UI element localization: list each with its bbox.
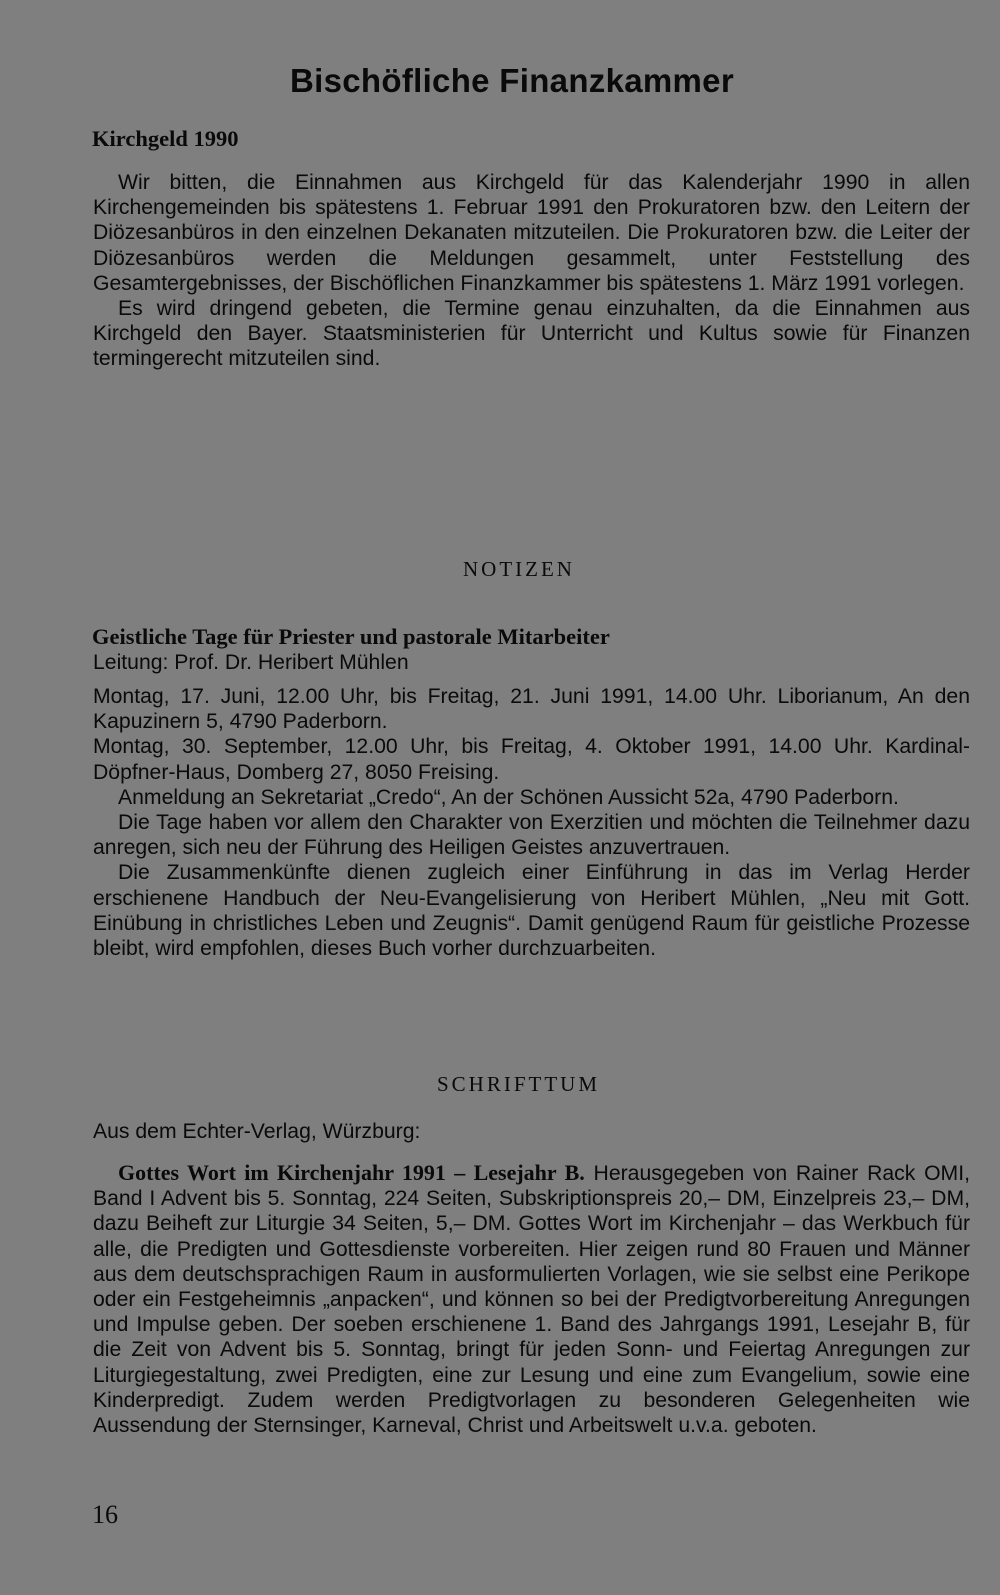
kirchgeld-body bbox=[93, 170, 970, 372]
notizen-section-title: NOTIZEN bbox=[463, 557, 575, 581]
book-description bbox=[93, 1160, 970, 1438]
notizen-body bbox=[93, 684, 970, 961]
kirchgeld-paragraph: Wir bitten, die Einnahmen aus Kirchgeld für das Kalenderjahr 1990 in allen Kirchengemeinden bis spätestens 1. Februar 1991 den Prokuratoren bzw. den Leitern der Diözesanbüros in den einzelnen Dekanaten mitzuteilen. Die Prokuratoren bzw. die Leiter der Diözesanbüros werden die Meldungen gesammelt, unter Feststellung des Gesamtergebnisses, der Bischöflichen Finanzkammer bis spätestens 1. März 1991 vorlegen. bbox=[93, 171, 970, 295]
notizen-paragraph: Die Zusammenkünfte dienen zugleich einer Einführung in das im Verlag Herder erschienene Handbuch der Neu-Evangelisierung von Heribert Mühlen, „Neu mit Gott. Einübung in christliches Leben und Zeugnis“. Damit genügend Raum für geistliche Prozesse bleibt, wird empfohlen, dieses Buch vorher durchzuarbeiten. bbox=[93, 861, 970, 961]
schrifttum-section-title: SCHRIFTTUM bbox=[437, 1072, 601, 1096]
book-text: Herausgegeben von Rainer Rack OMI, Band I Advent bis 5. Sonntag, 224 Seiten, Subskriptionspreis 20,– DM, Einzelpreis 23,– DM, dazu Beiheft zur Liturgie 34 Seiten, 5,– DM. Gottes Wort im Kirchenjahr – das Werkbuch für alle, die Predigten und Gottesdienste vorbereiten. Hier zeigen rund 80 Frauen und Männer aus dem deutschsprachigen Raum in ausformulierten Vorlagen, wie sie selbst eine Perikope oder ein Festgeheimnis „anpacken“, und können so bei der Predigtvorbereitung Anregungen und Impulse geben. Der soeben erschienene 1. Band des Jahrgangs 1991, Lesejahr B, für die Zeit von Advent bis 5. Sonntag, bringt für jeden Sonn- und Feiertag Anregungen zur Liturgiegestaltung, zwei Predigten, eine zur Lesung und eine zum Evangelium, sowie eine Kinderpredigt. Zudem werden Predigtvorlagen zu besonderen Gelegenheiten wie Aussendung der Sternsinger, Karneval, Christ und Arbeitswelt u.v.a. geboten. bbox=[93, 1162, 970, 1438]
schrifttum-body bbox=[93, 1160, 970, 1438]
notizen-paragraph: Anmeldung an Sekretariat „Credo“, An der Schönen Aussicht 52a, 4790 Paderborn. bbox=[118, 785, 899, 809]
notizen-paragraph: Montag, 17. Juni, 12.00 Uhr, bis Freitag, 21. Juni 1991, 14.00 Uhr. Liborianum, An den Kapuzinern 5, 4790 Paderborn. bbox=[93, 685, 970, 734]
kirchgeld-paragraph: Es wird dringend gebeten, die Termine genau einzuhalten, da die Einnahmen aus Kirchgeld den Bayer. Staatsministerien für Unterricht und Kultus sowie für Finanzen termingerecht mitzuteilen sind. bbox=[93, 297, 970, 371]
publisher-line: Aus dem Echter-Verlag, Würzburg: bbox=[93, 1120, 421, 1143]
page-number: 16 bbox=[92, 1500, 118, 1529]
notizen-paragraph: Montag, 30. September, 12.00 Uhr, bis Freitag, 4. Oktober 1991, 14.00 Uhr. Kardinal-Döpfner-Haus, Domberg 27, 8050 Freising. bbox=[93, 735, 970, 784]
page-header-title: Bischöfliche Finanzkammer bbox=[290, 62, 734, 99]
leitung-line: Leitung: Prof. Dr. Heribert Mühlen bbox=[93, 651, 409, 674]
kirchgeld-heading: Kirchgeld 1990 bbox=[92, 126, 239, 151]
geistliche-tage-heading: Geistliche Tage für Priester und pastorale Mitarbeiter bbox=[92, 624, 610, 649]
book-title: Gottes Wort im Kirchenjahr 1991 – Lesejahr B. bbox=[118, 1160, 585, 1185]
notizen-paragraph: Die Tage haben vor allem den Charakter von Exerzitien und möchten die Teilnehmer dazu anregen, sich neu der Führung des Heiligen Geistes anzuvertrauen. bbox=[93, 811, 970, 860]
